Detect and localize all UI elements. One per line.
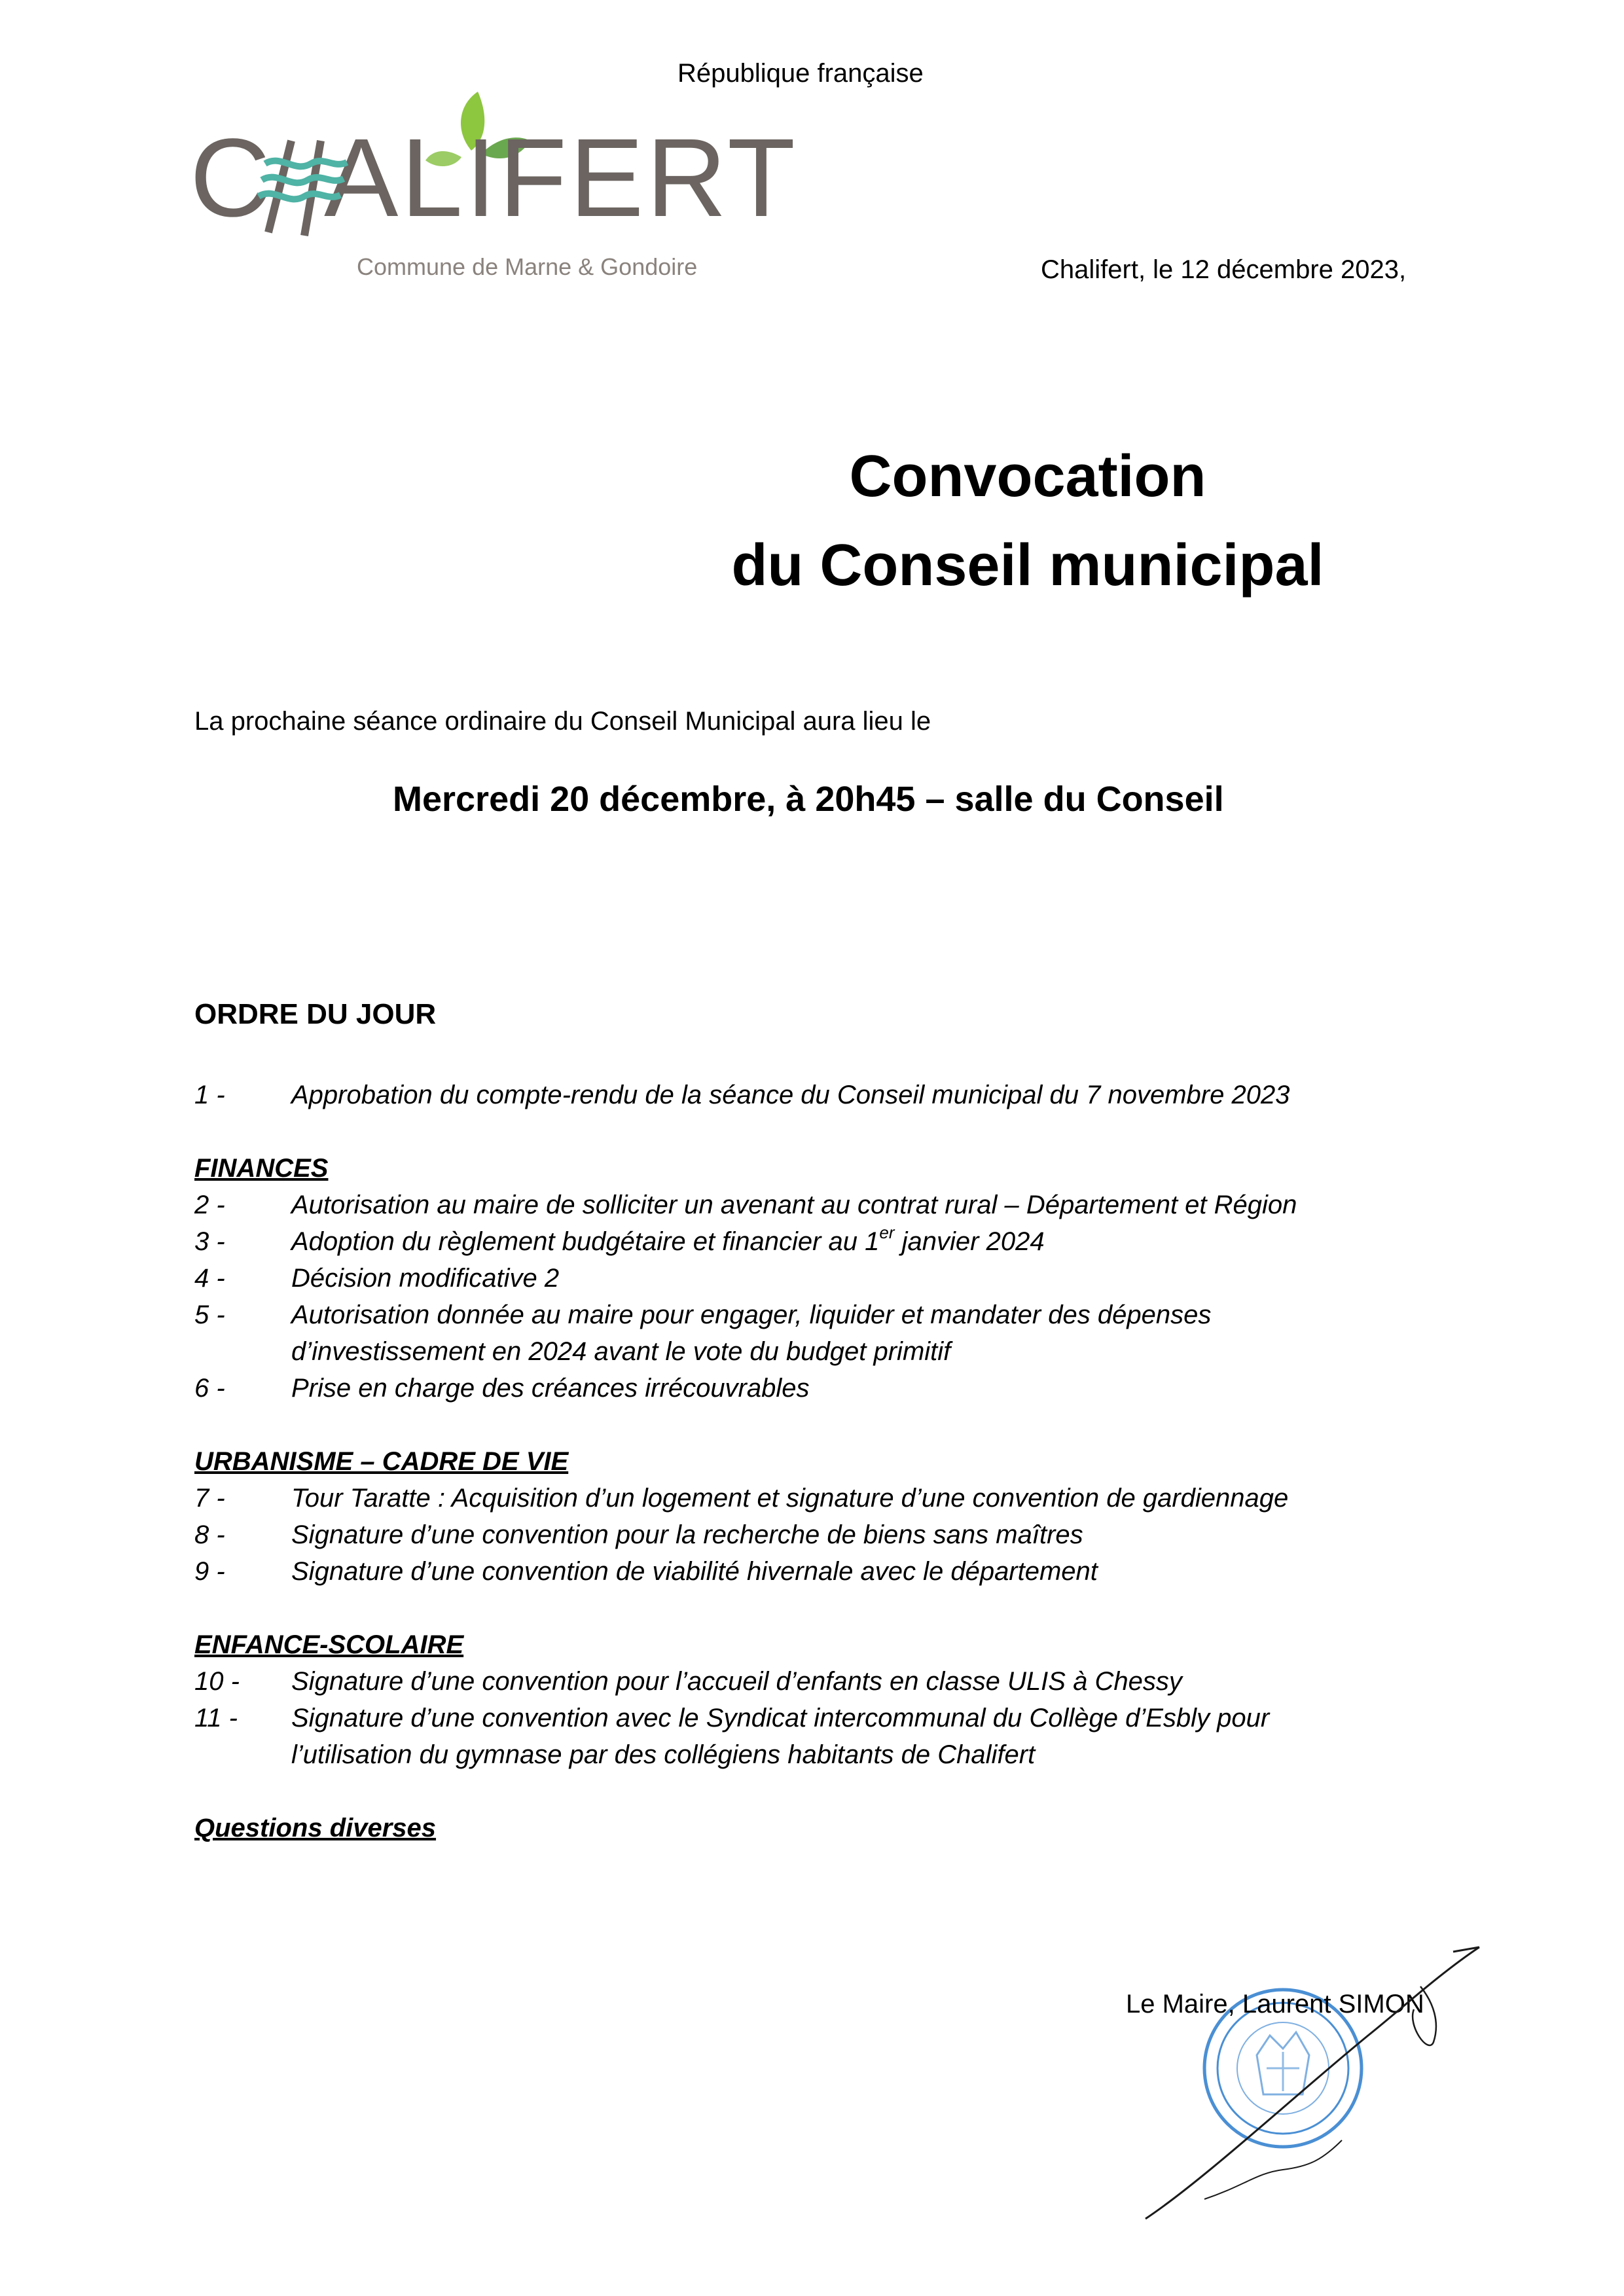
intro-text: La prochaine séance ordinaire du Conseil Municipal aura lieu le xyxy=(194,707,931,736)
agenda-item-continuation xyxy=(194,1333,1477,1370)
meeting-date-location: Mercredi 20 décembre, à 20h45 – salle du Conseil xyxy=(393,780,1224,819)
item-text: Signature d’une convention de viabilité hivernale avec le département xyxy=(291,1557,1098,1586)
item-text: Signature d’une convention pour la recherche de biens sans maîtres xyxy=(291,1520,1083,1549)
item-number: 10 - xyxy=(194,1667,240,1696)
item-text: Prise en charge des créances irrécouvrables xyxy=(291,1374,810,1403)
item-text: Autorisation au maire de solliciter un avenant au contrat rural – Département et Région xyxy=(291,1191,1297,1219)
logo-subtitle: Commune de Marne & Gondoire xyxy=(357,253,698,280)
agenda-item xyxy=(194,1260,1477,1297)
item-text: Approbation du compte-rendu de la séance du Conseil municipal du 7 novembre 2023 xyxy=(291,1081,1290,1109)
item-number: 9 - xyxy=(194,1557,225,1586)
section-enfance: ENFANCE-SCOLAIRE xyxy=(194,1630,464,1659)
agenda-list xyxy=(194,1077,1477,1846)
item-number: 4 - xyxy=(194,1264,225,1293)
agenda-item xyxy=(194,1663,1477,1700)
agenda-item-continuation xyxy=(194,1736,1477,1773)
item-text: Tour Taratte : Acquisition d’un logement et signature d’une convention de gardiennage xyxy=(291,1484,1289,1513)
item-text: Autorisation donnée au maire pour engager, liquider et mandater des dépenses xyxy=(291,1300,1212,1329)
agenda-item xyxy=(194,1370,1477,1407)
item-number: 2 - xyxy=(194,1191,225,1219)
section-urbanisme: URBANISME – CADRE DE VIE xyxy=(194,1447,569,1476)
item-number: 3 - xyxy=(194,1227,225,1256)
agenda-item xyxy=(194,1516,1477,1553)
document-title xyxy=(720,432,1335,610)
item-number: 7 - xyxy=(194,1484,225,1513)
agenda-item xyxy=(194,1223,1477,1260)
item-number: 8 - xyxy=(194,1520,225,1549)
chalifert-logo xyxy=(190,85,798,288)
logo-name: C xyxy=(190,116,273,240)
item-number: 1 - xyxy=(194,1081,225,1109)
item-number: 5 - xyxy=(194,1300,225,1329)
handwritten-signature xyxy=(1126,1911,1492,2225)
item-text: l’utilisation du gymnase par des collégiens habitants de Chalifert xyxy=(291,1740,1036,1769)
title-line-2: du Conseil municipal xyxy=(731,533,1324,598)
agenda-item xyxy=(194,1187,1477,1223)
questions-diverses: Questions diverses xyxy=(194,1814,437,1842)
item-text: Adoption du règlement budgétaire et financier au 1er janvier 2024 xyxy=(291,1223,1045,1256)
agenda-item xyxy=(194,1700,1477,1736)
item-text: d’investissement en 2024 avant le vote du budget primitif xyxy=(291,1337,951,1366)
item-text: Signature d’une convention avec le Syndicat intercommunal du Collège d’Esbly pour xyxy=(291,1704,1270,1732)
section-finances: FINANCES xyxy=(194,1154,329,1183)
svg-text:ALIFERT: ALIFERT xyxy=(324,116,798,240)
title-line-1: Convocation xyxy=(849,444,1206,509)
agenda-item xyxy=(194,1077,1477,1113)
agenda-item xyxy=(194,1553,1477,1590)
item-text: Décision modificative 2 xyxy=(291,1264,560,1293)
republique-francaise: République française xyxy=(677,59,924,88)
agenda-item xyxy=(194,1297,1477,1333)
mayor-signature-line: Le Maire, Laurent SIMON xyxy=(1126,1990,1424,2018)
agenda-item xyxy=(194,1480,1477,1516)
item-text: Signature d’une convention pour l’accueil d’enfants en classe ULIS à Chessy xyxy=(291,1667,1182,1696)
agenda-heading: ORDRE DU JOUR xyxy=(194,998,437,1030)
item-number: 11 - xyxy=(194,1704,238,1732)
document-date: Chalifert, le 12 décembre 2023, xyxy=(1041,255,1407,284)
item-number: 6 - xyxy=(194,1374,225,1403)
